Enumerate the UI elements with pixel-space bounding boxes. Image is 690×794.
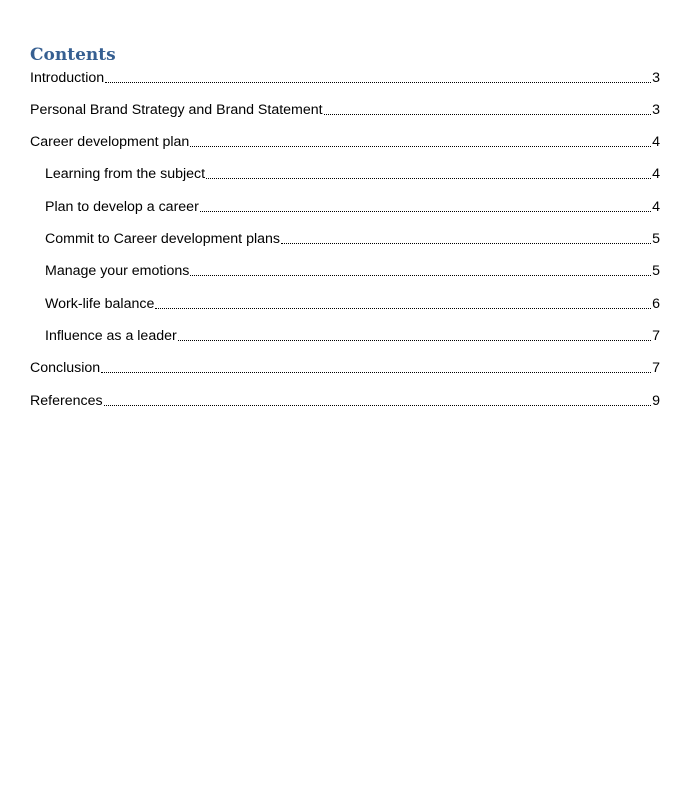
- toc-entry-title: Introduction: [30, 70, 105, 86]
- toc-entry-career-development-plan[interactable]: [30, 133, 660, 151]
- toc-entry-commit-to-career-development-plans[interactable]: [45, 230, 660, 248]
- toc-entry-introduction[interactable]: [30, 69, 660, 87]
- toc-entry-page-number: 6: [652, 296, 660, 312]
- toc-entry-page-number: 3: [652, 102, 660, 118]
- toc-dot-leader: [190, 275, 651, 276]
- toc-entry-page-number: 5: [652, 231, 660, 247]
- toc-dot-leader: [155, 308, 651, 309]
- toc-dot-leader: [206, 178, 651, 179]
- toc-entry-title: Personal Brand Strategy and Brand Statement: [30, 102, 323, 118]
- toc-entry-title: Influence as a leader: [45, 328, 177, 344]
- toc-dot-leader: [281, 243, 651, 244]
- toc-entry-title: Manage your emotions: [45, 263, 190, 279]
- toc-entry-page-number: 7: [652, 328, 660, 344]
- toc-dot-leader: [190, 146, 651, 147]
- toc-entry-page-number: 7: [652, 360, 660, 376]
- toc-entry-manage-your-emotions[interactable]: [45, 262, 660, 280]
- toc-entry-title: References: [30, 393, 103, 409]
- toc-dot-leader: [200, 211, 651, 212]
- toc-dot-leader: [178, 340, 651, 341]
- toc-entry-work-life-balance[interactable]: [45, 295, 660, 313]
- toc-entry-title: Commit to Career development plans: [45, 231, 280, 247]
- toc-entry-page-number: 4: [652, 199, 660, 215]
- toc-dot-leader: [104, 405, 652, 406]
- toc-heading: Contents: [30, 45, 116, 65]
- toc-entry-learning-from-the-subject[interactable]: [45, 165, 660, 183]
- toc-entry-conclusion[interactable]: [30, 359, 660, 377]
- toc-entry-page-number: 9: [652, 393, 660, 409]
- toc-dot-leader: [105, 82, 651, 83]
- toc-entry-title: Career development plan: [30, 134, 190, 150]
- toc-entry-influence-as-a-leader[interactable]: [45, 327, 660, 345]
- toc-entry-page-number: 3: [652, 70, 660, 86]
- toc-entry-title: Conclusion: [30, 360, 101, 376]
- toc-entry-plan-to-develop-a-career[interactable]: [45, 198, 660, 216]
- toc-entry-title: Plan to develop a career: [45, 199, 199, 215]
- toc-dot-leader: [324, 114, 652, 115]
- toc-entry-page-number: 4: [652, 134, 660, 150]
- toc-entry-title: Learning from the subject: [45, 166, 206, 182]
- toc-entry-title: Work-life balance: [45, 296, 155, 312]
- toc-entry-personal-brand-strategy[interactable]: [30, 101, 660, 119]
- toc-entry-page-number: 5: [652, 263, 660, 279]
- toc-entry-page-number: 4: [652, 166, 660, 182]
- toc-entry-references[interactable]: [30, 392, 660, 410]
- toc-dot-leader: [101, 372, 651, 373]
